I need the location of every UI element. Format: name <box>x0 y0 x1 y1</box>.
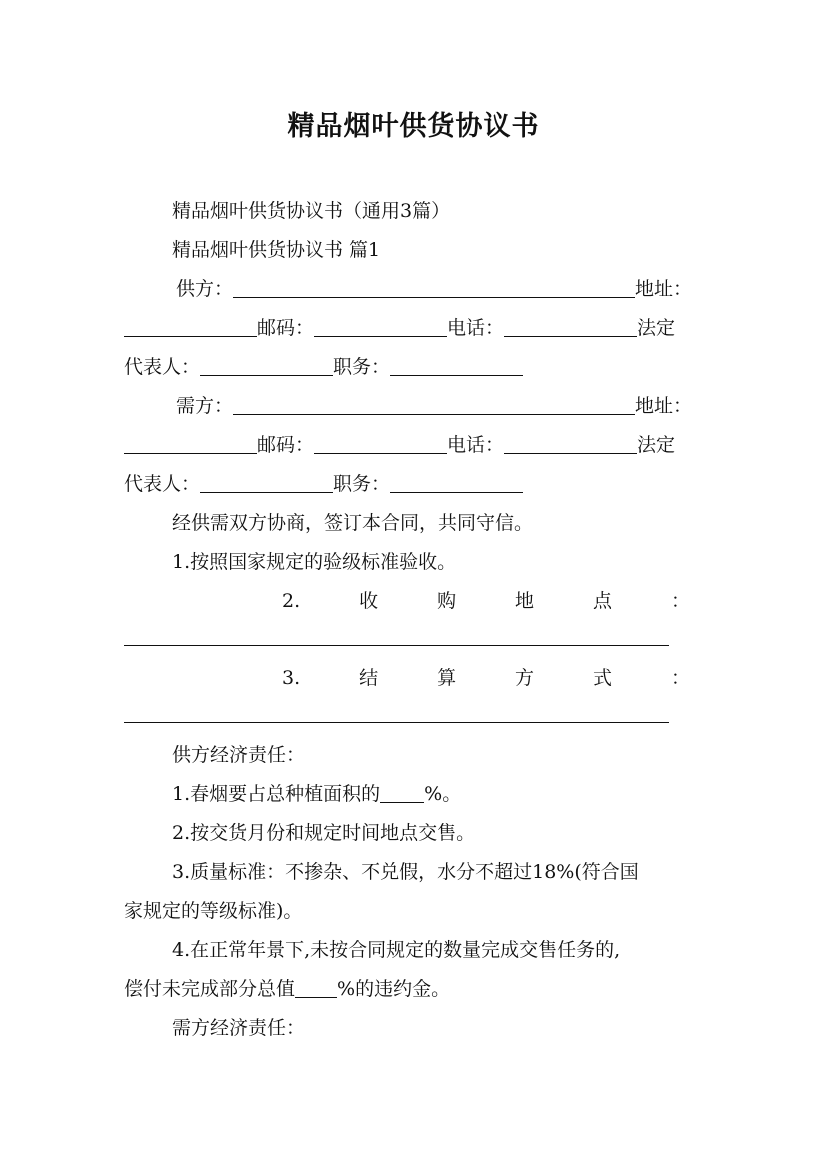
clause-1: 1.按照国家规定的验级标准验收。 <box>172 551 457 573</box>
buyer-duty-heading: 需方经济责任： <box>172 1017 306 1039</box>
buyer-position-blank <box>390 472 523 493</box>
supplier-name-blank <box>233 277 635 298</box>
buyer-line-2 <box>124 430 714 460</box>
supplier-phone-label: 电话： <box>447 317 505 339</box>
part-heading: 精品烟叶供货协议书 篇1 <box>172 239 381 261</box>
clause-3 <box>282 663 690 693</box>
intro-paragraph: 经供需双方协商，签订本合同，共同守信。 <box>172 512 534 534</box>
document-subtitle: 精品烟叶供货协议书（通用3篇） <box>172 200 451 222</box>
supplier-position-label: 职务： <box>333 356 391 378</box>
supplier-address-blank <box>124 316 257 337</box>
buyer-postcode-blank <box>314 433 447 454</box>
buyer-address-label: 地址： <box>635 395 693 417</box>
buyer-phone-label: 电话： <box>447 434 505 456</box>
spring-tobacco-percent-blank <box>380 782 424 803</box>
buyer-line-1 <box>124 391 714 421</box>
supplier-duty-4-line-1: 4.在正常年景下,未按合同规定的数量完成交售任务的, <box>172 939 621 961</box>
clause-3-colon: ： <box>670 667 690 689</box>
clause-2 <box>282 586 690 616</box>
supplier-postcode-label: 邮码： <box>257 317 315 339</box>
buyer-legal-rep-label-a: 法定 <box>637 434 676 456</box>
supplier-duty-1 <box>172 779 717 809</box>
supplier-phone-blank <box>504 316 637 337</box>
supplier-duty-3-line-2: 家规定的等级标准)。 <box>124 900 303 922</box>
supplier-line-3 <box>124 352 714 382</box>
supplier-legal-rep-blank <box>200 355 333 376</box>
supplier-line-1 <box>124 274 714 304</box>
buyer-phone-blank <box>504 433 637 454</box>
document-title: 精品烟叶供货协议书 <box>287 111 540 142</box>
buyer-position-label: 职务： <box>333 473 391 495</box>
clause-2-char-1: 收 <box>359 590 379 612</box>
supplier-duty-1-text: 1.春烟要占总种植面积的 <box>172 783 381 805</box>
buyer-name-blank <box>233 394 635 415</box>
clause-3-char-3: 方 <box>515 667 535 689</box>
clause-3-blank <box>124 722 669 723</box>
supplier-duty-2: 2.按交货月份和规定时间地点交售。 <box>172 822 476 844</box>
supplier-legal-rep-label-a: 法定 <box>637 317 676 339</box>
buyer-legal-rep-label-b: 代表人： <box>124 473 201 495</box>
clause-2-colon: ： <box>670 590 690 612</box>
buyer-postcode-label: 邮码： <box>257 434 315 456</box>
buyer-address-blank <box>124 433 257 454</box>
buyer-line-3 <box>124 469 714 499</box>
clause-3-char-4: 式 <box>593 667 613 689</box>
clause-2-number: 2. <box>282 590 301 612</box>
buyer-label: 需方： <box>176 395 234 417</box>
supplier-address-label: 地址： <box>635 278 693 300</box>
supplier-duty-4-suffix: %的违约金。 <box>337 978 451 1000</box>
buyer-legal-rep-blank <box>200 472 333 493</box>
supplier-duty-4-line-2 <box>124 974 714 1004</box>
clause-2-char-4: 点 <box>593 590 613 612</box>
supplier-label: 供方： <box>176 278 234 300</box>
supplier-duty-heading: 供方经济责任： <box>172 744 306 766</box>
clause-2-char-2: 购 <box>437 590 457 612</box>
supplier-legal-rep-label-b: 代表人： <box>124 356 201 378</box>
clause-3-number: 3. <box>282 667 301 689</box>
supplier-duty-3-line-1: 3.质量标准：不掺杂、不兑假，水分不超过18%(符合国 <box>172 861 639 883</box>
clause-3-char-2: 算 <box>437 667 457 689</box>
clause-3-char-1: 结 <box>359 667 379 689</box>
penalty-percent-blank <box>295 977 337 998</box>
clause-2-blank <box>124 645 669 646</box>
supplier-duty-4-text: 偿付未完成部分总值 <box>124 978 296 1000</box>
supplier-line-2 <box>124 313 714 343</box>
clause-2-char-3: 地 <box>515 590 535 612</box>
supplier-duty-1-suffix: %。 <box>424 783 462 805</box>
supplier-position-blank <box>390 355 523 376</box>
supplier-postcode-blank <box>314 316 447 337</box>
